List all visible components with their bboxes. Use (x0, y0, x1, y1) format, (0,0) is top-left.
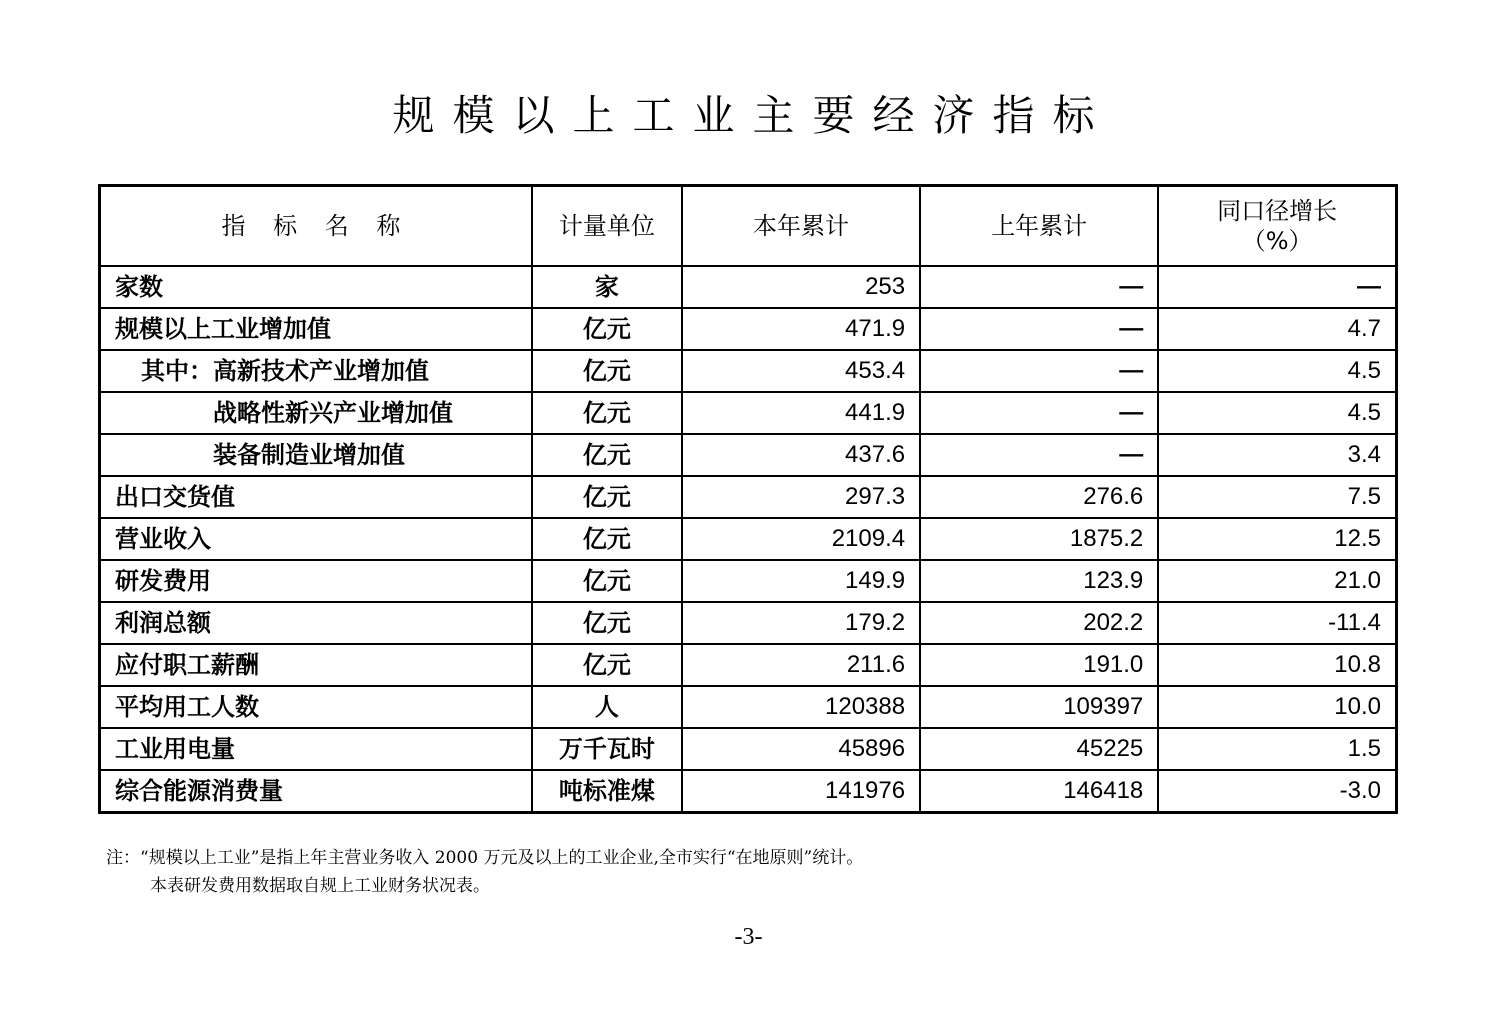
table-row (100, 770, 1397, 813)
table-row (100, 602, 1397, 644)
growth-cell: 4.7 (1158, 308, 1396, 350)
growth-cell: — (1158, 266, 1396, 308)
current-year-cell: 2109.4 (682, 518, 920, 560)
table-row (100, 686, 1397, 728)
header-previous-year: 上年累计 (920, 186, 1158, 267)
previous-year-cell: — (920, 392, 1158, 434)
table-row (100, 392, 1397, 434)
unit-cell: 亿元 (532, 392, 682, 434)
header-indicator-name: 指 标 名 称 (100, 186, 532, 267)
growth-cell: 3.4 (1158, 434, 1396, 476)
unit-cell: 家 (532, 266, 682, 308)
unit-cell: 亿元 (532, 602, 682, 644)
current-year-cell: 441.9 (682, 392, 920, 434)
previous-year-cell: — (920, 350, 1158, 392)
growth-cell: 21.0 (1158, 560, 1396, 602)
previous-year-cell: 123.9 (920, 560, 1158, 602)
indicator-name-cell: 出口交货值 (100, 476, 532, 518)
table-body (100, 266, 1397, 813)
growth-cell: 7.5 (1158, 476, 1396, 518)
table-row (100, 266, 1397, 308)
header-current-year: 本年累计 (682, 186, 920, 267)
page-title: 规模以上工业主要经济指标 (392, 91, 1113, 140)
growth-cell: -11.4 (1158, 602, 1396, 644)
current-year-cell: 179.2 (682, 602, 920, 644)
current-year-cell: 141976 (682, 770, 920, 813)
current-year-cell: 211.6 (682, 644, 920, 686)
growth-cell: 12.5 (1158, 518, 1396, 560)
indicator-name-cell: 综合能源消费量 (100, 770, 532, 813)
growth-cell: 4.5 (1158, 350, 1396, 392)
previous-year-cell: — (920, 266, 1158, 308)
current-year-cell: 253 (682, 266, 920, 308)
growth-cell: 10.0 (1158, 686, 1396, 728)
footnote (106, 844, 863, 900)
growth-cell: 10.8 (1158, 644, 1396, 686)
indicator-name-cell: 其中：高新技术产业增加值 (100, 350, 532, 392)
table-row (100, 518, 1397, 560)
indicator-name-cell: 家数 (100, 266, 532, 308)
unit-cell: 亿元 (532, 476, 682, 518)
table-row (100, 434, 1397, 476)
indicator-name-cell: 工业用电量 (100, 728, 532, 770)
current-year-cell: 453.4 (682, 350, 920, 392)
previous-year-cell: — (920, 434, 1158, 476)
growth-cell: 4.5 (1158, 392, 1396, 434)
current-year-cell: 120388 (682, 686, 920, 728)
unit-cell: 亿元 (532, 350, 682, 392)
unit-cell: 亿元 (532, 518, 682, 560)
footnote-line-2: 本表研发费用数据取自规上工业财务状况表。 (150, 876, 490, 896)
page-number: -3- (734, 924, 763, 950)
indicator-name-cell: 战略性新兴产业增加值 (100, 392, 532, 434)
current-year-cell: 45896 (682, 728, 920, 770)
growth-cell: 1.5 (1158, 728, 1396, 770)
previous-year-cell: 146418 (920, 770, 1158, 813)
header-growth (1158, 186, 1396, 267)
indicator-name-cell: 应付职工薪酬 (100, 644, 532, 686)
unit-cell: 亿元 (532, 434, 682, 476)
table-row (100, 728, 1397, 770)
unit-cell: 亿元 (532, 560, 682, 602)
header-growth-unit: （%） (1241, 227, 1313, 255)
previous-year-cell: 202.2 (920, 602, 1158, 644)
indicator-name-cell: 规模以上工业增加值 (100, 308, 532, 350)
table-row (100, 560, 1397, 602)
previous-year-cell: 1875.2 (920, 518, 1158, 560)
table-header-row (100, 186, 1397, 267)
current-year-cell: 149.9 (682, 560, 920, 602)
table-row (100, 308, 1397, 350)
indicator-name-cell: 营业收入 (100, 518, 532, 560)
previous-year-cell: 191.0 (920, 644, 1158, 686)
table-row (100, 644, 1397, 686)
indicator-name-cell: 利润总额 (100, 602, 532, 644)
current-year-cell: 437.6 (682, 434, 920, 476)
unit-cell: 万千瓦时 (532, 728, 682, 770)
previous-year-cell: 276.6 (920, 476, 1158, 518)
indicators-table (98, 184, 1398, 814)
unit-cell: 人 (532, 686, 682, 728)
header-growth-label: 同口径增长 (1217, 197, 1338, 225)
indicator-name-cell: 装备制造业增加值 (100, 434, 532, 476)
previous-year-cell: 45225 (920, 728, 1158, 770)
table-row (100, 476, 1397, 518)
footnote-line-1: 注：“规模以上工业”是指上年主营业务收入 2000 万元及以上的工业企业,全市实行“在地原则”统计。 (106, 848, 864, 868)
previous-year-cell: — (920, 308, 1158, 350)
growth-cell: -3.0 (1158, 770, 1396, 813)
table-row (100, 350, 1397, 392)
current-year-cell: 297.3 (682, 476, 920, 518)
indicator-name-cell: 平均用工人数 (100, 686, 532, 728)
unit-cell: 亿元 (532, 644, 682, 686)
previous-year-cell: 109397 (920, 686, 1158, 728)
current-year-cell: 471.9 (682, 308, 920, 350)
unit-cell: 亿元 (532, 308, 682, 350)
indicator-name-cell: 研发费用 (100, 560, 532, 602)
header-unit: 计量单位 (532, 186, 682, 267)
unit-cell: 吨标准煤 (532, 770, 682, 813)
